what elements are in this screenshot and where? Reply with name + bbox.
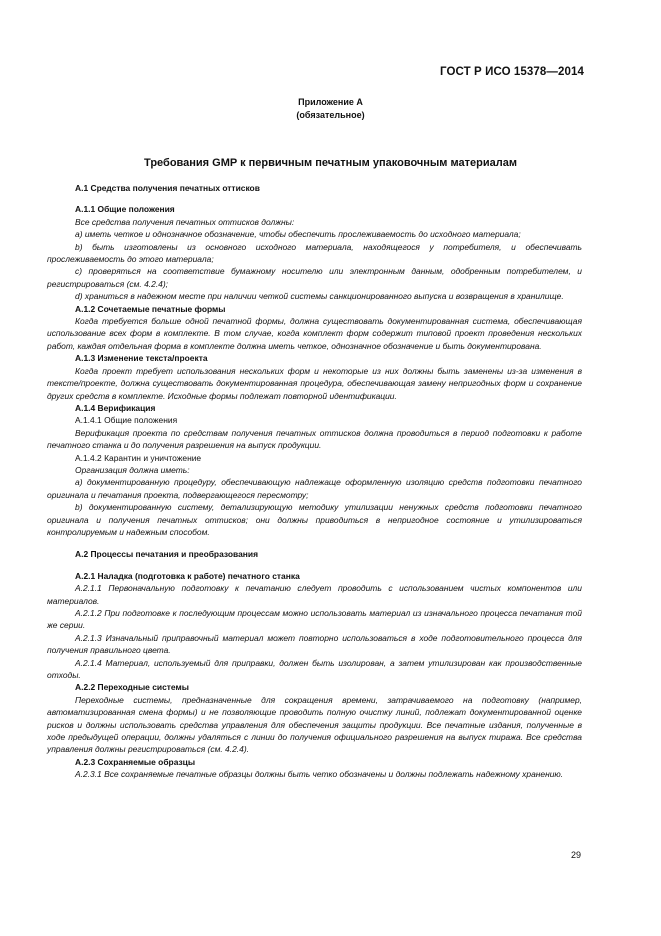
list-item: b) быть изготовлены из основного исходного материала, находящегося у потребителя, и обеспечивать прослеживаемость до этого материала; [47, 241, 582, 265]
paragraph: Когда проект требует использования нескольких форм и некоторые из них должны быть заменены из-за изменения в тексте/проекте, должна существовать документированная процедура, обеспечивающая замену непригодных форм и сохранение других средств в комплекте. Исходные формы подлежат повторной идентификации. [47, 365, 582, 401]
subsection-heading: А.1.4 Верификация [75, 402, 156, 413]
annex-title: Требования GMP к первичным печатным упаковочным материалам [144, 157, 517, 169]
annex-label: Приложение А [298, 97, 363, 107]
subsection-heading: А.2.1 Наладка (подготовка к работе) печатного станка [75, 570, 300, 581]
section-heading: А.1 Средства получения печатных оттисков [75, 183, 260, 193]
paragraph: А.2.1.1 Первоначальную подготовку к печатанию следует проводить с использованием чистых компонентов или материалов. [47, 583, 582, 606]
clause-heading: А.1.4.1 Общие положения [75, 415, 178, 426]
list-item: а) документированную процедуру, обеспечивающую надлежаще оформленную изоляцию средств подготовки печатного оригинала и печатания проекта, подвергающегося пересмотру; [47, 477, 582, 500]
paragraph: Все средства получения печатных оттисков должны: [75, 216, 295, 227]
annex-status: (обязательное) [296, 110, 365, 120]
list-item: b) документированную систему, детализирующую методику утилизации ненужных средств подготовки печатного оригинала и получения печатных оттисков; они должны приводиться в непригодное состояние и утилизироваться контролируемым и надежным способом. [47, 502, 582, 537]
paragraph: Когда требуется больше одной печатной формы, должна существовать документированная система, обеспечивающая использование всех форм в комплекте. В том случае, когда комплект форм содержит типовой проект проведения нескольких работ, каждая отдельная форма в комплекте должна иметь четкое, однозначное обозначение и быть документирована. [47, 316, 582, 351]
list-item: а) иметь четкое и однозначное обозначение, чтобы обеспечить прослеживаемость до исходного материала; [75, 229, 521, 240]
clause-heading: А.1.4.2 Карантин и уничтожение [75, 452, 202, 463]
paragraph: Организация должна иметь: [75, 464, 190, 475]
subsection-heading: А.2.3 Сохраняемые образцы [75, 756, 196, 767]
list-item: с) проверяться на соответствие бумажному носителю или электронным данным, одобренным потребителем, и регистрироваться (см. 4.2.4); [47, 266, 582, 289]
annex-heading [0, 96, 661, 122]
subsection-heading: А.1.2 Сочетаемые печатные формы [75, 303, 226, 314]
subsection-heading: А.2.2 Переходные системы [75, 682, 189, 693]
paragraph: А.2.3.1 Все сохраняемые печатные образцы должны быть четко обозначены и должны подлежать надежному хранению. [75, 769, 564, 780]
list-item: d) храниться в надежном месте при наличии четкой системы санкционированного выпуска и возвращения в хранилище. [75, 291, 564, 302]
page-number: 29 [570, 850, 581, 860]
paragraph: А.2.1.2 При подготовке к последующим процессам можно использовать материал из изначального процесса печатания той же серии. [47, 608, 582, 631]
subsection-heading: А.1.1 Общие положения [75, 204, 175, 215]
paragraph: Переходные системы, предназначенные для сокращения времени, затрачиваемого на подготовку (например, автоматизированная смена формы) и не позволяющие проводить полную очистку линий, подлежат документированной оценке рисков и должны использовать средства управления для обеспечения защиты продукции. Все печатные издания, полученные в ходе предыдущей операции, должны удаляться с линии до получения официального разрешения на выпуск тиража. Все средства управления должны регистрироваться (см. 4.2.4). [47, 694, 582, 755]
paragraph: А.2.1.4 Материал, используемый для приправки, должен быть изолирован, а затем утилизирован как производственные отходы. [47, 657, 582, 681]
section-heading: А.2 Процессы печатания и преобразования [75, 549, 258, 560]
paragraph: Верификация проекта по средствам получения печатных оттисков должна проводиться в период подготовки к работе печатного станка и до получения разрешения на выпуск продукции. [47, 427, 582, 451]
paragraph: А.2.1.3 Изначальный приправочный материал может повторно использоваться в ходе подготовительного процесса для получения правильного цвета. [47, 632, 582, 656]
subsection-heading: А.1.3 Изменение текста/проекта [75, 353, 208, 364]
document-body [47, 182, 582, 781]
standard-designation: ГОСТ Р ИСО 15378—2014 [439, 66, 584, 78]
